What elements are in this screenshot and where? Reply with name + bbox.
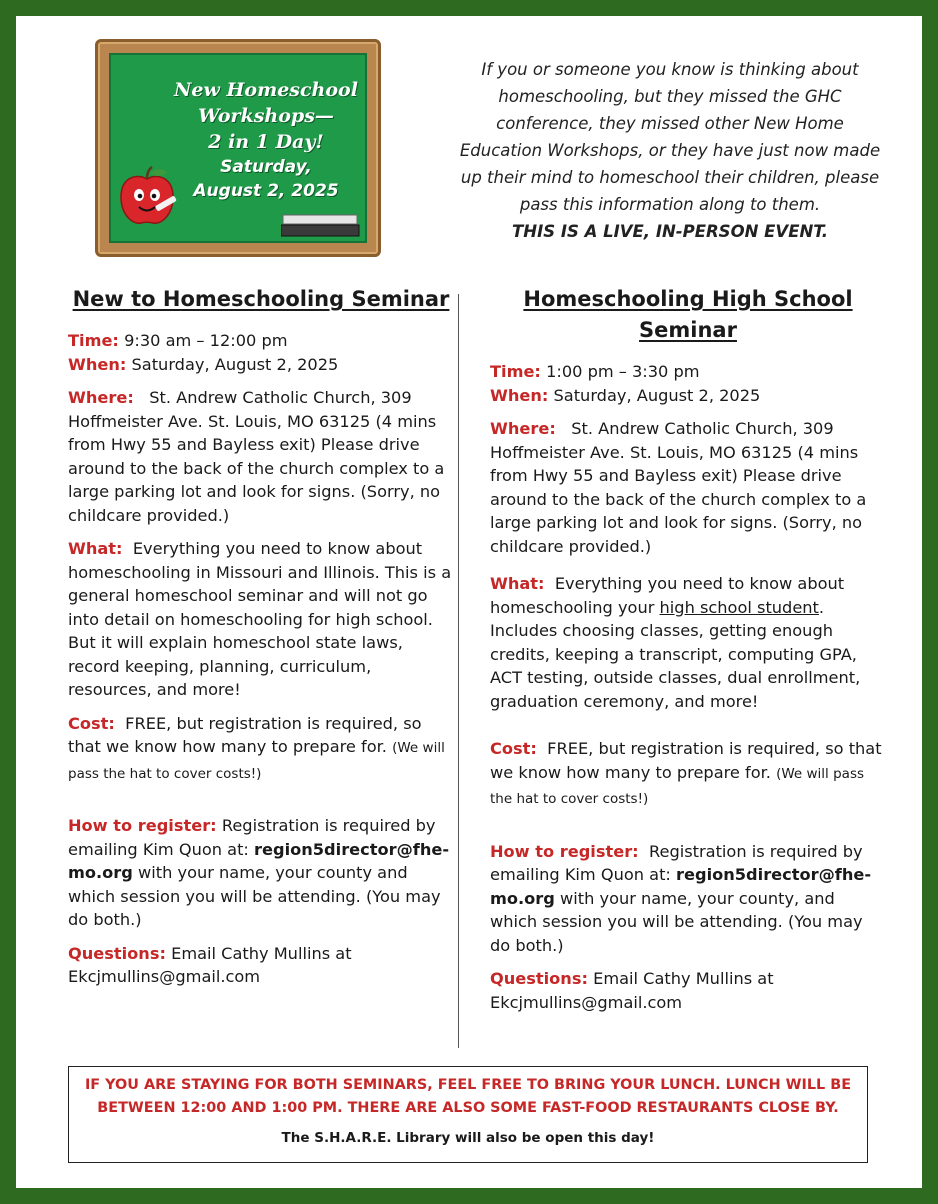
where-value: St. Andrew Catholic Church, 309 Hoffmeister Ave. St. Louis, MO 63125 (4 mins from Hwy 55 and Bayless exit) Please drive around to the back of the church complex to a large parking lot and look for signs. (Sorry, no childcare provided.) <box>490 419 867 556</box>
intro-paragraph <box>455 56 885 245</box>
time-when-block <box>68 329 454 376</box>
what-emphasis: high school student <box>659 597 819 617</box>
what-block <box>68 537 454 702</box>
where-block <box>490 417 886 558</box>
chalkboard-text <box>171 77 361 203</box>
chalkboard-line: New Homeschool <box>174 79 358 101</box>
when-label: When: <box>68 354 127 374</box>
chalkboard-line: August 2, 2025 <box>193 181 339 201</box>
cost-label: Cost: <box>68 713 115 733</box>
register-text: with your name, your county, and which session you will be attending. (You may do both.) <box>490 888 863 955</box>
register-text: with your name, your county and which session you will be attending. (You may do both.) <box>68 863 441 929</box>
where-label: Where: <box>68 388 134 407</box>
what-block <box>490 572 886 713</box>
chalkboard-graphic <box>95 39 381 257</box>
seminar-title: Homeschooling High School Seminar <box>523 287 853 342</box>
chalkboard-line: Saturday, <box>220 157 312 177</box>
cost-block <box>68 712 454 787</box>
seminar-title: New to Homeschooling Seminar <box>72 287 450 311</box>
what-label: What: <box>490 574 545 593</box>
seminar-new-to-homeschooling <box>68 284 454 999</box>
column-divider <box>458 294 459 1048</box>
questions-label: Questions: <box>68 943 166 963</box>
register-block <box>490 840 886 958</box>
where-block <box>68 386 454 527</box>
apple-icon <box>117 165 177 227</box>
what-value: Everything you need to know about homeschooling your <box>490 574 845 617</box>
register-email-link[interactable]: region5director@fhe-mo.org <box>490 865 872 908</box>
register-text: Registration is required by emailing Kim Quon at: <box>68 816 436 859</box>
register-label: How to register: <box>68 816 217 835</box>
cost-value: FREE, but registration is required, so that we know how many to prepare for. <box>68 713 422 756</box>
register-label: How to register: <box>490 841 639 861</box>
chalkboard-line: Workshops— <box>198 105 334 127</box>
chalkboard-surface <box>109 53 367 243</box>
where-value: St. Andrew Catholic Church, 309 Hoffmeister Ave. St. Louis, MO 63125 (4 mins from Hwy 55 and Bayless exit) Please drive around to the back of the church complex to a large parking lot and look for signs. (Sorry, no childcare provided.) <box>68 388 445 525</box>
what-value: . Includes choosing classes, getting enough credits, keeping a transcript, computing GPA, ACT testing, outside classes, dual enrollment, graduation ceremony, and more! <box>490 597 861 711</box>
intro-text: If you or someone you know is thinking about homeschooling, but they missed the GHC conference, they missed other New Home Education Workshops, or they have just now made up their mind to homeschool their children, please pass this information along to them. <box>459 60 881 214</box>
questions-value: Email Cathy Mullins at Ekcjmullins@gmail.com <box>490 969 774 1012</box>
cost-note: (We will pass the hat to cover costs!) <box>68 740 445 782</box>
when-value: Saturday, August 2, 2025 <box>553 385 761 405</box>
when-label: When: <box>490 385 549 405</box>
books-icon <box>281 213 361 237</box>
questions-block <box>68 942 454 989</box>
cost-note: (We will pass the hat to cover costs!) <box>490 765 865 807</box>
register-text: Registration is required by emailing Kim Quon at: <box>490 841 863 884</box>
time-label: Time: <box>68 331 119 350</box>
library-note: The S.H.A.R.E. Library will also be open this day! <box>281 1130 655 1146</box>
register-block <box>68 814 454 932</box>
seminar-high-school <box>490 284 886 1024</box>
chalkboard-line: 2 in 1 Day! <box>208 131 324 153</box>
lunch-notice-box <box>68 1066 868 1163</box>
cost-label: Cost: <box>490 739 537 758</box>
what-value: Everything you need to know about homeschooling in Missouri and Illinois. This is a general homeschool seminar and will not go into detail on homeschooling for high school. But it will explain homeschool state laws, record keeping, planning, curriculum, resources, and more! <box>68 539 452 699</box>
time-value: 1:00 pm – 3:30 pm <box>546 362 700 381</box>
lunch-warning: IF YOU ARE STAYING FOR BOTH SEMINARS, FEEL FREE TO BRING YOUR LUNCH. LUNCH WILL BE BETWEEN 12:00 AND 1:00 PM. THERE ARE ALSO SOME FAST-FOOD RESTAURANTS CLOSE BY. <box>84 1077 852 1116</box>
cost-value: FREE, but registration is required, so that we know how many to prepare for. <box>490 739 882 782</box>
questions-label: Questions: <box>490 969 588 988</box>
questions-block <box>490 967 886 1014</box>
cost-block <box>490 737 886 812</box>
what-label: What: <box>68 539 123 558</box>
time-value: 9:30 am – 12:00 pm <box>124 331 288 350</box>
register-email-link[interactable]: region5director@fhe-mo.org <box>68 839 450 882</box>
live-event-note: THIS IS A LIVE, IN-PERSON EVENT. <box>512 222 828 241</box>
time-when-block <box>490 360 886 407</box>
when-value: Saturday, August 2, 2025 <box>131 354 339 374</box>
time-label: Time: <box>490 362 541 381</box>
questions-value: Email Cathy Mullins at Ekcjmullins@gmail.com <box>68 943 352 986</box>
where-label: Where: <box>490 419 556 438</box>
